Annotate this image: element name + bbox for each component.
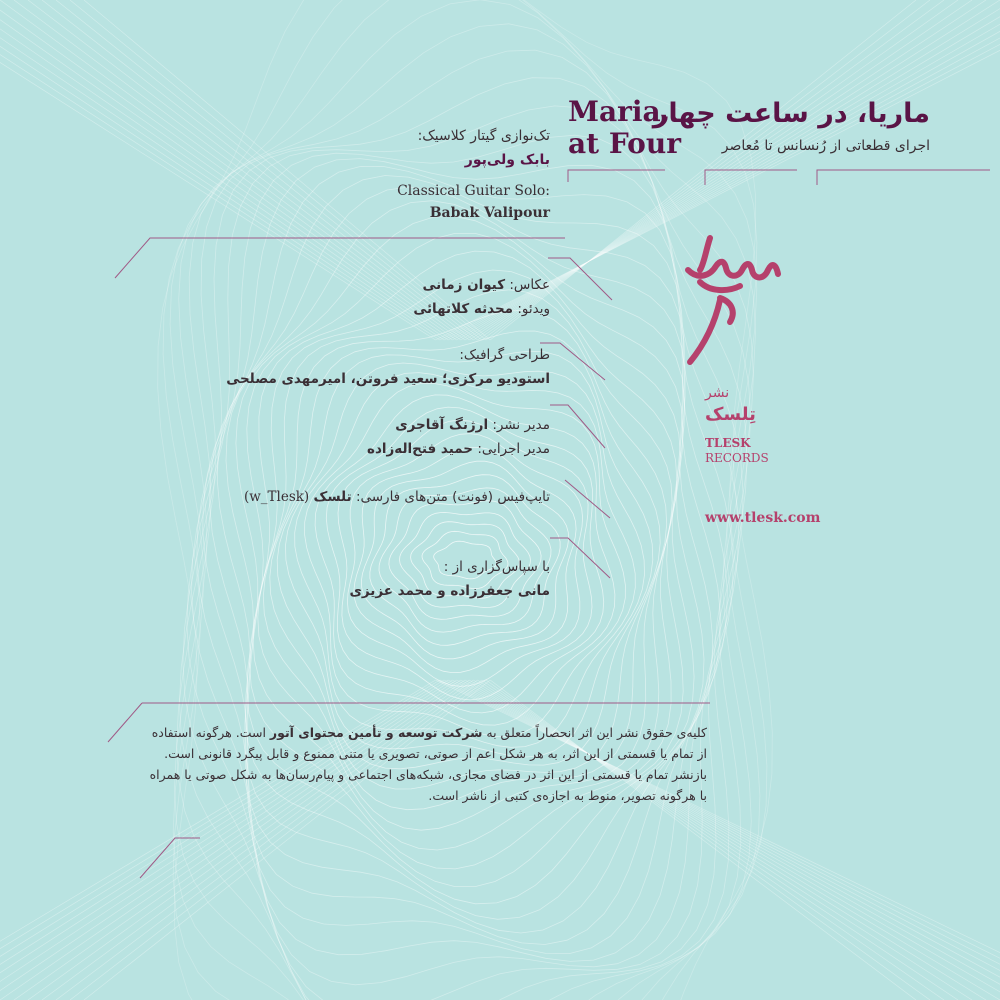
album-title-fa: ماریا، در ساعت چهار: [652, 98, 930, 129]
album-title-en: [568, 96, 708, 160]
typeface-name: تلسک: [313, 489, 352, 505]
solo-credit-fa: [250, 124, 550, 172]
typeface-credit: [90, 486, 550, 508]
executive-manager-label: مدیر اجرایی:: [477, 441, 550, 457]
photo-credit: [130, 274, 550, 296]
publish-manager-label: مدیر نشر:: [492, 417, 550, 433]
publisher-name: تِلسک: [705, 404, 756, 425]
album-title-en-line1: Maria,: [568, 95, 671, 128]
solo-label-en: Classical Guitar Solo:: [397, 183, 550, 199]
publisher-en-line2: RECORDS: [705, 451, 769, 465]
publisher-label: نشر: [705, 385, 730, 401]
rights-text-2: است. هرگونه استفاده از تمام یا قسمتی از این اثر، به هر شکل اعم از صوتی، تصویری یا متنی ممنوع و قابل پیگرد قانونی است. بازنشر تمام یا قسمتی از این اثر در فضای مجازی، شبکه‌های اجتماعی و پیام‌رسان‌ها به شکل صوتی یا همراه با هرگونه تصویر، منوط به اجازه‌ی کتبی از ناشر است.: [149, 725, 707, 803]
publisher-url-link[interactable]: www.tlesk.com: [705, 510, 821, 526]
video-name: محدثه کلاتهائی: [413, 301, 514, 317]
video-label: ویدئو:: [517, 301, 550, 317]
executive-manager-name: حمید فتح‌اله‌زاده: [366, 441, 474, 457]
album-title-en-line2: at Four: [568, 127, 681, 160]
typeface-label: تایپ‌فیس (فونت) متن‌های فارسی:: [355, 489, 550, 505]
typeface-en: (w_Tlesk): [243, 489, 310, 505]
photo-label: عکاس:: [509, 277, 550, 293]
thanks-names: مانی جعفرزاده و محمد عزیزی: [349, 583, 550, 599]
rights-text-1: کلیه‌ی حقوق نشر این اثر انحصاراً متعلق به: [482, 725, 707, 740]
album-subtitle-fa: اجرای قطعاتی از رُنسانس تا مُعاصر: [721, 138, 930, 154]
photo-name: کیوان زمانی: [422, 277, 506, 293]
publisher-name-en: [705, 436, 769, 466]
tlesk-logo-icon: [680, 230, 790, 370]
design-credit-label: طراحی گرافیک:: [459, 347, 550, 363]
video-credit: [130, 298, 550, 320]
design-credit-names: استودیو مرکزی؛ سعید فروتن، امیرمهدی مصلحی: [226, 371, 550, 387]
rights-company: شرکت توسعه و تأمین محتوای آتور: [269, 725, 483, 740]
publisher-en-line1: TLESK: [705, 436, 751, 450]
executive-manager-credit: [130, 438, 550, 460]
solo-name-en: Babak Valipour: [429, 205, 550, 221]
solo-credit-en: [250, 180, 550, 224]
solo-name-fa: بابک ولی‌پور: [464, 152, 550, 168]
publish-manager-credit: [130, 414, 550, 436]
publish-manager-name: ارژنگ آقاجری: [395, 417, 489, 433]
thanks-label: با سپاس‌گزاری از :: [443, 559, 550, 575]
copyright-notice: [145, 722, 707, 806]
solo-label-fa: تک‌نوازی گیتار کلاسیک:: [417, 128, 550, 144]
